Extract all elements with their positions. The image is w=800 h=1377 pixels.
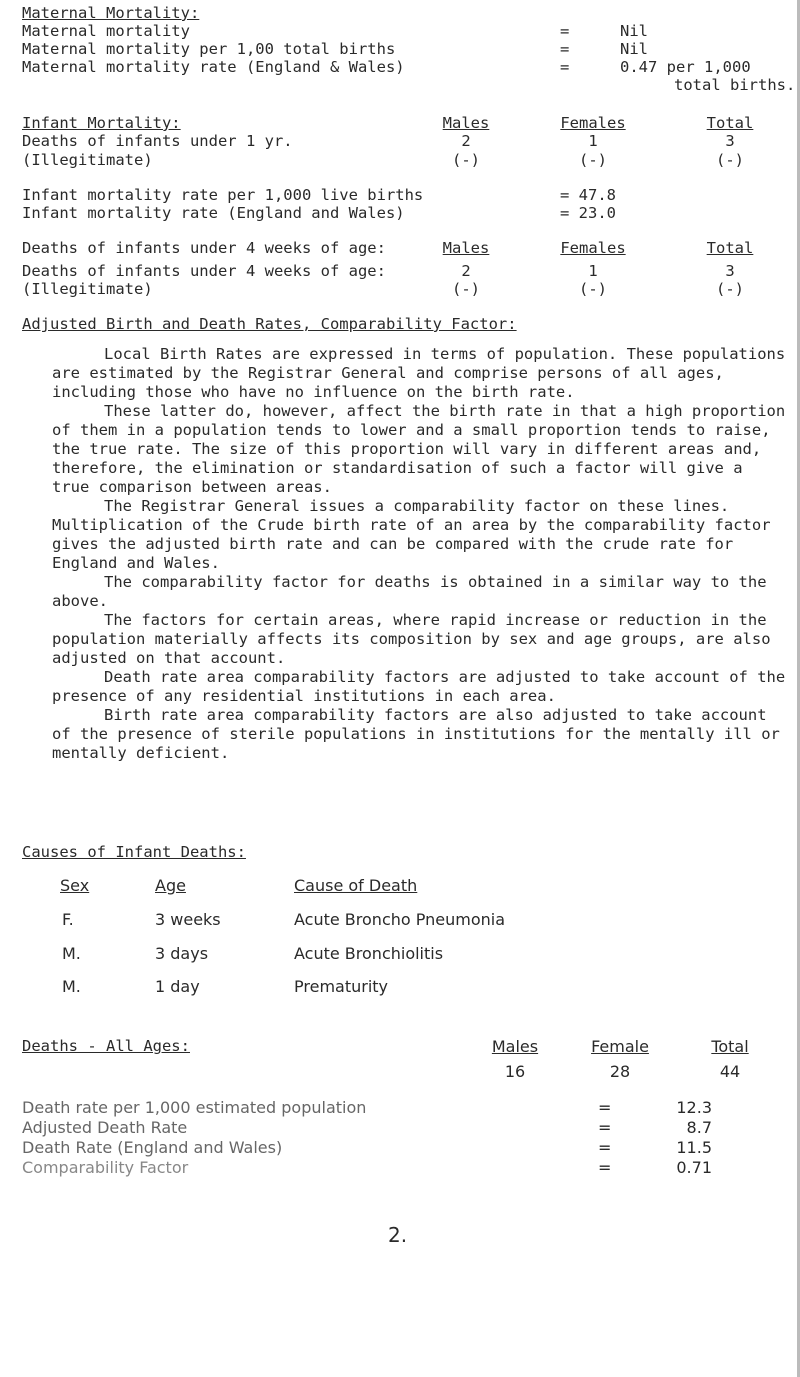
maternal-row-value: Nil: [620, 22, 648, 40]
infant-ew-label: Infant mortality rate (England and Wales): [22, 204, 405, 222]
adjusted-paragraph: These latter do, however, affect the birth rate in that a high proportion of them in a population tends to lower and a small proportion tends to raise, the true rate. The size of this proportion will vary in different areas and, therefore, the elimination or standardisation of such a factor will give a true comparison between areas.: [52, 402, 786, 496]
rate-row-eq: =: [598, 1098, 612, 1117]
cause-row-cause: Prematurity: [294, 977, 389, 996]
infant-rate-value: = 47.8: [560, 186, 616, 204]
maternal-row-eq: =: [560, 40, 570, 58]
causes-col-sex: Sex: [60, 876, 90, 895]
causes-heading: Causes of Infant Deaths:: [22, 843, 246, 861]
adjusted-paragraph: The factors for certain areas, where rapid increase or reduction in the population materially affects its composition by sex and age groups, are also adjusted on that account.: [52, 611, 771, 667]
adjusted-paragraph: Local Birth Rates are expressed in terms of population. These populations are estimated by the Registrar General and comprise persons of all ages, including those who have no influence on the birth rate.: [52, 345, 786, 401]
all-ages-total: 44: [719, 1062, 741, 1081]
maternal-rate-continuation: total births.: [674, 76, 796, 94]
infant-deaths-females: 1: [588, 132, 598, 150]
cause-row-cause: Acute Bronchiolitis: [294, 944, 444, 963]
maternal-heading: Maternal Mortality:: [22, 4, 200, 22]
w4-males: 2: [461, 262, 471, 280]
adjusted-paragraph: Death rate area comparability factors are adjusted to take account of the presence of any residential institutions in each area.: [52, 668, 786, 705]
adjusted-paragraph: The comparability factor for deaths is obtained in a similar way to the above.: [52, 573, 767, 610]
maternal-row-label: Maternal mortality: [22, 22, 190, 40]
rate-row-value: 12.3: [676, 1098, 712, 1117]
rate-row-label: Death Rate (England and Wales): [22, 1138, 283, 1157]
cause-row-sex: M.: [62, 977, 81, 996]
cause-row-age: 3 days: [155, 944, 209, 963]
infant-col-total: Total: [706, 114, 754, 132]
maternal-row-eq: =: [560, 22, 570, 40]
infant-deaths-males: 2: [461, 132, 471, 150]
infant-rate-label: Infant mortality rate per 1,000 live births: [22, 186, 424, 204]
page-number: 2.: [388, 1223, 408, 1247]
all-ages-males: 16: [504, 1062, 526, 1081]
infant-col-males: Males: [442, 114, 490, 132]
infant-illegit-females: (-): [579, 151, 607, 169]
cause-row-sex: M.: [62, 944, 81, 963]
maternal-row-label: Maternal mortality rate (England & Wales): [22, 58, 405, 76]
adjusted-body: [52, 345, 787, 763]
w4-illegit-females: (-): [579, 280, 607, 298]
all-ages-col-males: Males: [491, 1037, 539, 1056]
maternal-row-label: Maternal mortality per 1,00 total births: [22, 40, 396, 58]
adjusted-heading: Adjusted Birth and Death Rates, Comparability Factor:: [22, 315, 517, 333]
w4-total: 3: [725, 262, 735, 280]
w4-label: Deaths of infants under 4 weeks of age:: [22, 262, 386, 280]
all-ages-col-female: Female: [591, 1037, 649, 1056]
w4-col-males: Males: [442, 239, 490, 257]
w4-illegit-males: (-): [452, 280, 480, 298]
w4-illegit-label: (Illegitimate): [22, 280, 153, 298]
infant-deaths-label: Deaths of infants under 1 yr.: [22, 132, 293, 150]
all-ages-female: 28: [609, 1062, 631, 1081]
rate-row-value: 8.7: [686, 1118, 712, 1137]
w4-col-females: Females: [560, 239, 626, 257]
adjusted-paragraph: Birth rate area comparability factors are also adjusted to take account of the presence of sterile populations in institutions for the mentally ill or mentally deficient.: [52, 706, 780, 762]
infant-deaths-total: 3: [725, 132, 735, 150]
cause-row-sex: F.: [62, 910, 74, 929]
infant-illegit-males: (-): [452, 151, 480, 169]
rate-row-eq: =: [598, 1118, 612, 1137]
cause-row-age: 1 day: [155, 977, 200, 996]
all-ages-heading: Deaths - All Ages:: [22, 1037, 190, 1055]
rate-row-value: 0.71: [676, 1158, 712, 1177]
infant-illegit-label: (Illegitimate): [22, 151, 153, 169]
rate-row-eq: =: [598, 1158, 612, 1177]
infant-illegit-total: (-): [716, 151, 744, 169]
rate-row-eq: =: [598, 1138, 612, 1157]
rate-row-value: 11.5: [676, 1138, 712, 1157]
causes-col-cause: Cause of Death: [294, 876, 418, 895]
cause-row-age: 3 weeks: [155, 910, 221, 929]
rate-row-label: Death rate per 1,000 estimated population: [22, 1098, 367, 1117]
maternal-row-value: Nil: [620, 40, 648, 58]
infant-col-females: Females: [560, 114, 626, 132]
w4-illegit-total: (-): [716, 280, 744, 298]
adjusted-paragraph: The Registrar General issues a comparability factor on these lines. Multiplication of the Crude birth rate of an area by the comparability factor gives the adjusted birth rate and can be compared with the crude rate for England and Wales.: [52, 497, 771, 572]
w4-heading: Deaths of infants under 4 weeks of age:: [22, 239, 386, 257]
infant-heading: Infant Mortality:: [22, 114, 181, 132]
causes-col-age: Age: [155, 876, 186, 895]
maternal-row-value: 0.47 per 1,000: [620, 58, 751, 76]
rate-row-label: Adjusted Death Rate: [22, 1118, 188, 1137]
infant-ew-value: = 23.0: [560, 204, 616, 222]
maternal-row-eq: =: [560, 58, 570, 76]
w4-females: 1: [588, 262, 598, 280]
rate-row-label: Comparability Factor: [22, 1158, 189, 1177]
all-ages-col-total: Total: [711, 1037, 749, 1056]
cause-row-cause: Acute Broncho Pneumonia: [294, 910, 506, 929]
w4-col-total: Total: [706, 239, 754, 257]
